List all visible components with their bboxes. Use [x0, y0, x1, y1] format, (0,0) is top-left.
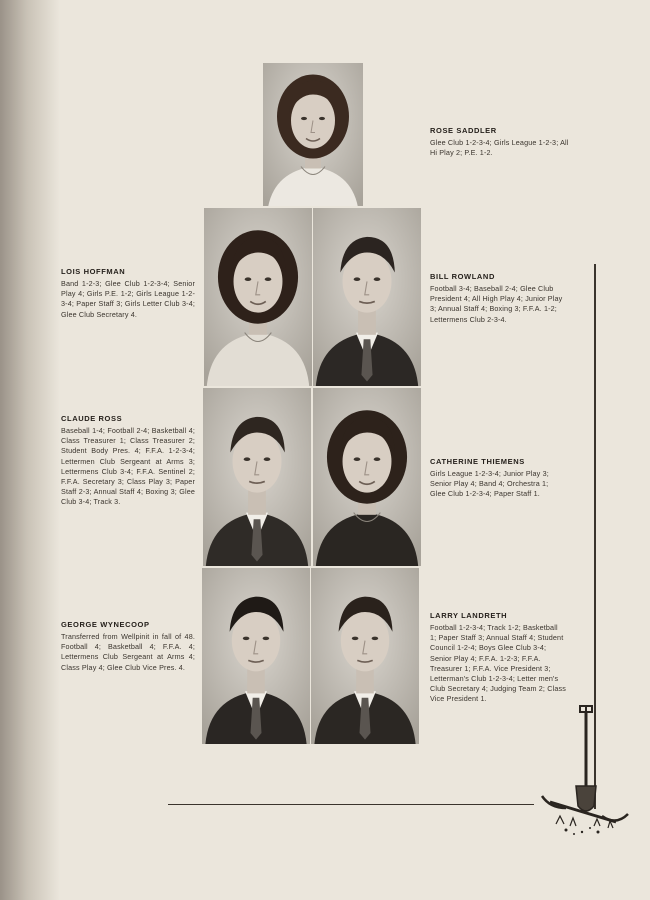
portrait-image — [311, 568, 419, 744]
student-activities: Baseball 1-4; Football 2-4; Basketball 4; Class Treasurer 1; Class Treasurer 2; Student Body Pres. 4; F.F.A. 1-2-3-4; Lettermen Club Sergeant at Arms 3; Lettermens Club 3-4; F.F.A. Sentinel 2; F.F.A. Secretary 3; Class Play 3; Paper Staff 2-3; Annual Staff 4; Boxing 3; Glee Club 3-4; Track 3. — [61, 426, 195, 507]
student-name: BILL ROWLAND — [430, 272, 495, 281]
student-name: CLAUDE ROSS — [61, 414, 123, 423]
portrait-rose-saddler — [263, 63, 363, 206]
portrait-image — [203, 388, 311, 566]
page-binding-shadow — [0, 0, 60, 900]
student-activities: Football 3-4; Baseball 2-4; Glee Club President 4; All High Play 4; Junior Play 3; Annual Staff 4; Boxing 3; F.F.A. 1-2; Lettermens Club 2-3-4. — [430, 284, 563, 324]
portrait-bill-rowland — [313, 208, 421, 386]
entry-lois-hoffman — [61, 267, 195, 320]
portrait-image — [313, 388, 421, 566]
portrait-catherine-thiemens — [313, 388, 421, 566]
entry-george-wynecoop — [61, 620, 195, 673]
portrait-image — [263, 63, 363, 206]
bottom-rule — [168, 804, 534, 805]
student-name: GEORGE WYNECOOP — [61, 620, 150, 629]
student-activities: Girls League 1-2-3-4; Junior Play 3; Senior Play 4; Band 4; Orchestra 1; Glee Club 1-2-3-4; Paper Staff 1. — [430, 469, 549, 499]
portrait-larry-landreth — [311, 568, 419, 744]
student-activities: Band 1-2-3; Glee Club 1-2-3-4; Senior Play 4; Girls P.E. 1-2; Girls League 1-2-3-4; Paper Staff 3; Girls Letter Club 3-4; Glee Club Secretary 4. — [61, 279, 195, 319]
portrait-image — [313, 208, 421, 386]
student-activities: Football 1-2-3-4; Track 1-2; Basketball 1; Paper Staff 3; Annual Staff 4; Student Council 1-2-4; Boys Glee Club 3-4; Senior Play 4; F.F.A. 1-2-3; F.F.A. Treasurer 1; F.F.A. Vice President 3; Letterman's Club 1-2-3-4; Letter men's Club Secretary 4; Judging Team 2; Class Vice President 1. — [430, 623, 566, 704]
student-activities: Transferred from Wellpinit in fall of 48. Football 4; Basketball 4; F.F.A. 4; Lettermens Club Sergeant at Arms 4; Class Play 4; Glee Club Vice Pres. 4. — [61, 632, 195, 672]
student-name: LARRY LANDRETH — [430, 611, 508, 620]
entry-bill-rowland — [430, 272, 566, 325]
entry-rose-saddler — [430, 126, 570, 158]
student-name: ROSE SADDLER — [430, 126, 497, 135]
student-name: LOIS HOFFMAN — [61, 267, 126, 276]
portrait-image — [204, 208, 312, 386]
portrait-image — [202, 568, 310, 744]
entry-larry-landreth — [430, 611, 566, 705]
entry-catherine-thiemens — [430, 457, 566, 500]
shovel-and-pick-icon — [536, 700, 632, 840]
entry-claude-ross — [61, 414, 195, 508]
portrait-claude-ross — [203, 388, 311, 566]
portrait-george-wynecoop — [202, 568, 310, 744]
portrait-lois-hoffman — [204, 208, 312, 386]
student-name: CATHERINE THIEMENS — [430, 457, 525, 466]
student-activities: Glee Club 1-2-3-4; Girls League 1-2-3; All Hi Play 2; P.E. 1-2. — [430, 138, 569, 158]
